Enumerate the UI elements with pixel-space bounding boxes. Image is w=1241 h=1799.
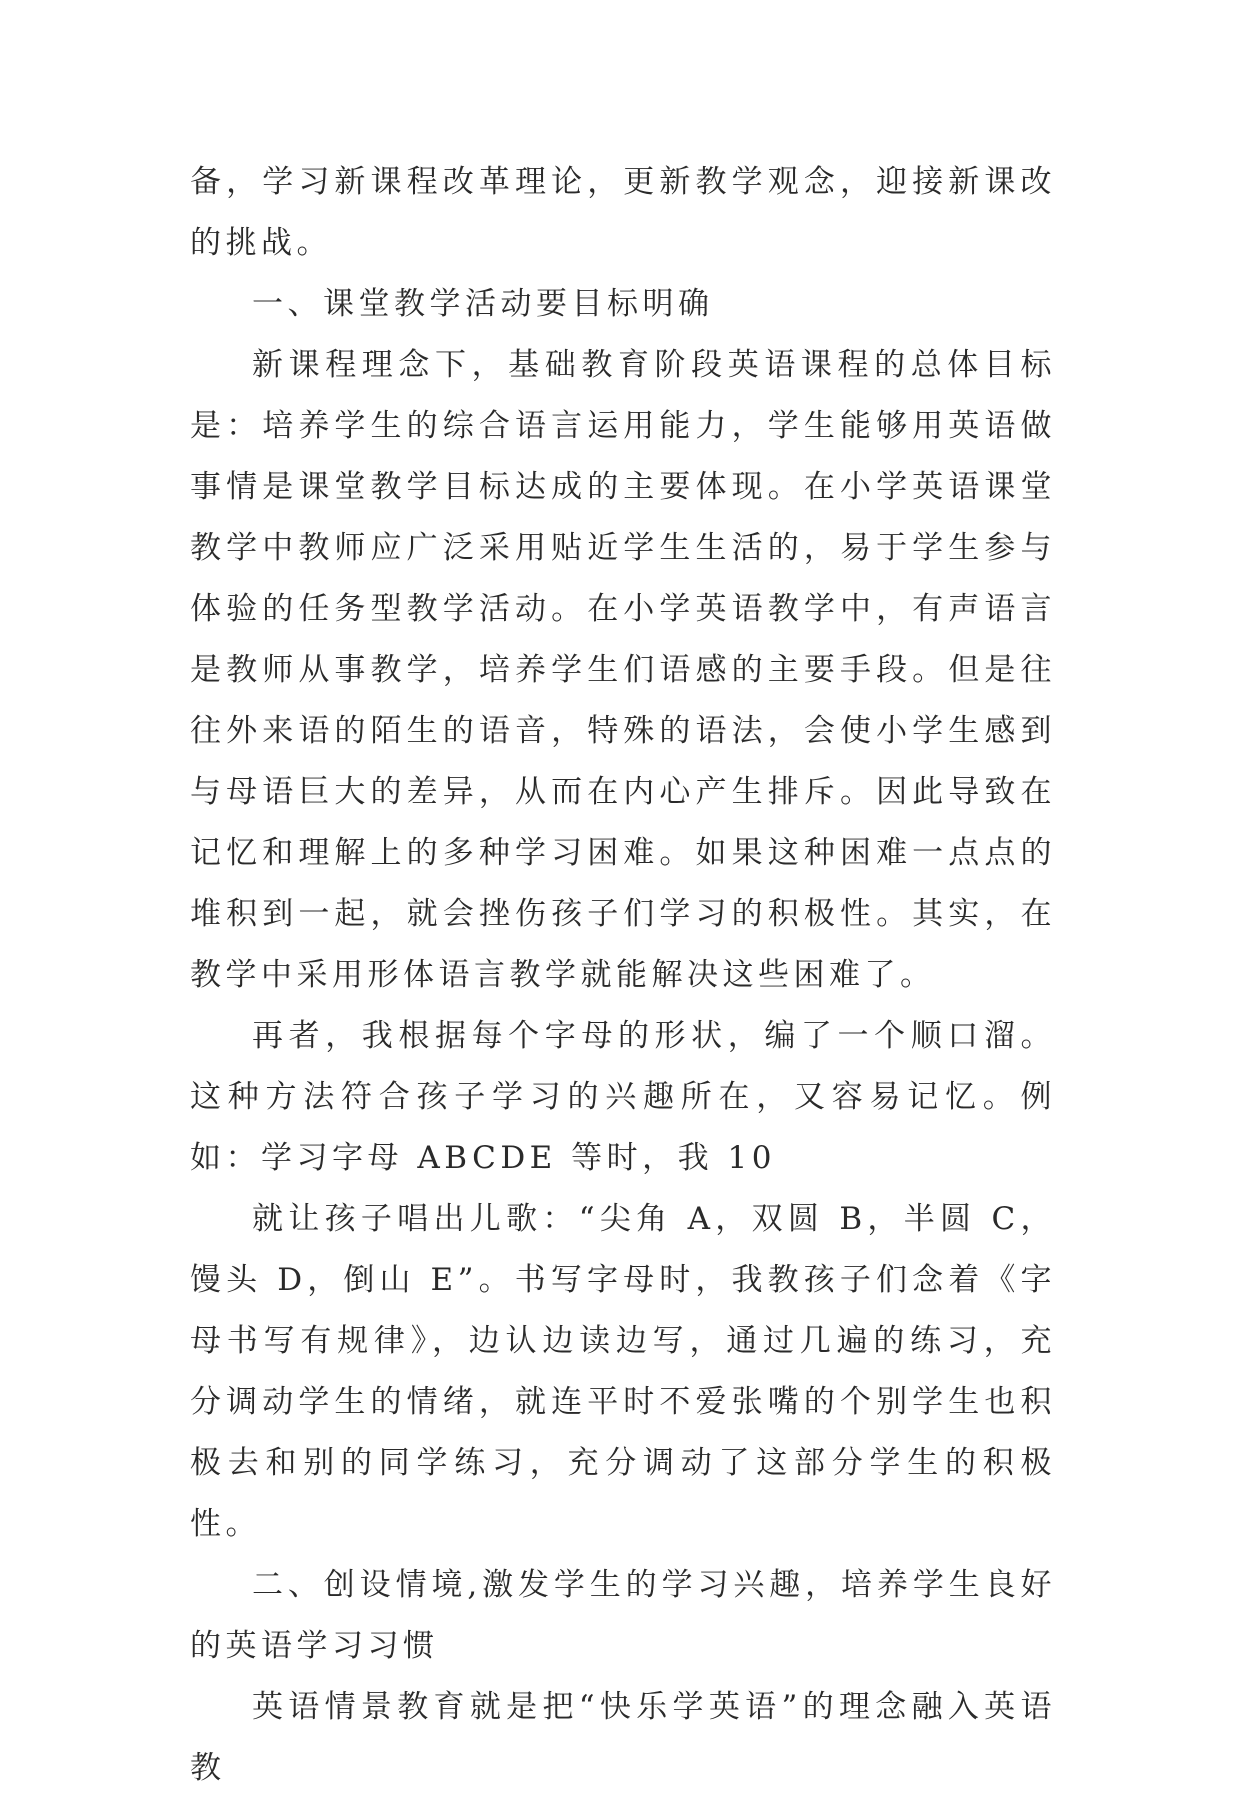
paragraph-body: 新课程理念下，基础教育阶段英语课程的总体目标是：培养学生的综合语言运用能力，学生能够用英语做事情是课堂教学目标达成的主要体现。在小学英语课堂教学中教师应广泛采用贴近学生生活的，易于学生参与体验的任务型教学活动。在小学英语教学中，有声语言是教师从事教学，培养学生们语感的主要手段。但是往往外来语的陌生的语音，特殊的语法，会使小学生感到与母语巨大的差异，从而在内心产生排斥。因此导致在记忆和理解上的多种学习困难。如果这种困难一点点的堆积到一起，就会挫伤孩子们学习的积极性。其实，在教学中采用形体语言教学就能解决这些困难了。 xyxy=(190,347,1056,993)
paragraph-body: 英语情景教育就是把“快乐学英语”的理念融入英语教 xyxy=(190,1689,1056,1786)
section-heading-1: 一、课堂教学活动要目标明确 xyxy=(252,286,714,322)
paragraph-body: 再者，我根据每个字母的形状，编了一个顺口溜。这种方法符合孩子学习的兴趣所在，又容易记忆。例如：学习字母 ABCDE 等时，我 10 xyxy=(190,1018,1056,1176)
paragraph-body: 就让孩子唱出儿歌：“尖角 A，双圆 B，半圆 C，馒头 D，倒山 E”。书写字母时，我教孩子们念着《字母书写有规律》，边认边读边写，通过几遍的练习，充分调动学生的情绪，就连平时不爱张嘴的个别学生也积极去和别的同学练习，充分调动了这部分学生的积极性。 xyxy=(190,1201,1056,1542)
document-body xyxy=(190,152,1056,1799)
paragraph-continuation: 备，学习新课程改革理论，更新教学观念，迎接新课改的挑战。 xyxy=(190,164,1056,261)
section-heading-2: 二、创设情境,激发学生的学习兴趣，培养学生良好的英语学习习惯 xyxy=(190,1567,1056,1664)
